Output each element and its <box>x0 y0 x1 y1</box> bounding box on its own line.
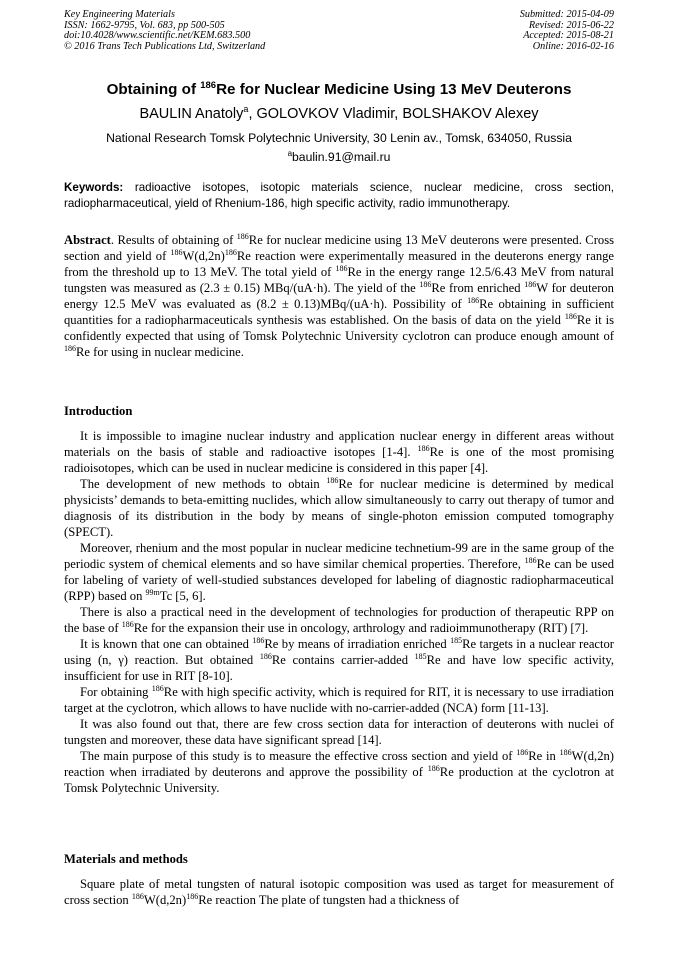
abstract-paragraph <box>64 232 614 360</box>
isotope-mass-number: 186 <box>121 620 134 629</box>
text-run: It is known that one can obtained <box>80 637 253 651</box>
keywords-text: radioactive isotopes, isotopic materials science, nuclear medicine, cross section, radiopharmaceutical, yield of Rhenium-186, high specific activity, radio immunotherapy. <box>64 181 614 210</box>
title-text-rest: Re for Nuclear Medicine Using 13 MeV Deuterons <box>216 81 572 99</box>
authors-rest: , GOLOVKOV Vladimir, BOLSHAKOV Alexey <box>248 105 539 122</box>
intro-paragraph <box>64 604 614 636</box>
intro-paragraph <box>64 748 614 796</box>
text-run: Re for the expansion their use in oncology, arthrology and radioimmunotherapy (RIT) [7]. <box>133 621 589 635</box>
introduction-heading: Introduction <box>64 404 133 418</box>
isotope-mass-number: 186 <box>467 296 480 305</box>
intro-paragraph <box>64 476 614 540</box>
isotope-mass-number: 185 <box>414 652 427 661</box>
text-run: It is impossible to imagine nuclear industry and application nuclear energy in different areas without materials on the basis of stable and radioactive isotopes [1-4]. <box>64 429 614 459</box>
journal-name: Key Engineering Materials <box>64 9 175 20</box>
text-run: For obtaining <box>80 685 152 699</box>
isotope-mass-number: 186 <box>335 264 348 273</box>
text-run: Re from enriched <box>431 281 525 295</box>
isotope-mass-number: 186 <box>131 892 144 901</box>
doi: doi:10.4028/www.scientific.net/KEM.683.500 <box>64 30 251 41</box>
intro-paragraph <box>64 684 614 716</box>
text-run: . Results of obtaining of <box>110 233 237 247</box>
text-run: Re reaction were experimentally measured in the deuterons energy range from the threshold up to 13 MeV. The total yield of <box>64 249 614 279</box>
text-run: Re can be used for labeling of variety of well-studied substances developed for labeling of diagnostic radiopharmaceutical (RPP) based on <box>64 557 614 603</box>
text-run: Moreover, rhenium and the most popular in nuclear medicine technetium-99 are in the same group of the periodic system of chemical elements and so have similar chemical properties. Therefore, <box>64 541 614 571</box>
methods-body <box>64 876 614 908</box>
text-run: Re targets in a nuclear reactor using (n, γ) reaction. But obtained <box>64 637 615 667</box>
text-run: Re with high specific activity, which is required for RIT, it is necessary to use irradiation target at the cyclotron, which allows to have nuclide with no-carrier-added (NCA) form [11-13]. <box>64 685 614 715</box>
keywords <box>64 180 614 212</box>
dates-header <box>520 10 614 52</box>
isotope-mass-number: 186 <box>564 312 577 321</box>
introduction-body <box>64 428 614 796</box>
text-run: Re obtaining in sufficient quantities for a radiopharmaceuticals synthesis was established. On the basis of data on the yield <box>64 297 614 327</box>
journal-header <box>64 10 265 52</box>
author-affil-mark: a <box>243 104 249 114</box>
isotope-mass-number: 186 <box>186 892 199 901</box>
isotope-mass-number: 186 <box>64 344 76 353</box>
isotope-mass-number: 186 <box>236 232 249 241</box>
text-run: Re for using in nuclear medicine. <box>76 345 244 359</box>
title-text: Obtaining of <box>106 81 201 99</box>
isotope-mass-number: 186 <box>259 652 272 661</box>
keywords-label: Keywords: <box>64 181 124 194</box>
text-run: W(d,2n) <box>143 893 187 907</box>
authors <box>0 104 678 122</box>
online-date: Online: 2016-02-16 <box>532 40 614 52</box>
intro-paragraph <box>64 428 614 476</box>
text-run: W for deuteron energy 12.5 MeV was evaluated as (8.2 ± 0.13)MBq/(uA·h). Possibility of <box>64 281 614 311</box>
text-run: The development of new methods to obtain <box>80 477 327 491</box>
abstract-label: Abstract <box>64 233 111 247</box>
isotope-mass-number: 186 <box>516 748 529 757</box>
text-run: Re for nuclear medicine is determined by medical physicists’ demands to beta-emitting nuclides, which allow simultaneously to carry out therapy of tumor and diagnosis of its distribution in the body by means of single-photon emission computed tomography (SPECT). <box>64 477 614 539</box>
text-run: Re in <box>528 749 560 763</box>
isotope-mass-number: 186 <box>170 248 183 257</box>
text-run: Re for nuclear medicine using 13 MeV deuterons were presented. Cross section and yield of <box>64 233 615 263</box>
author-baulin: BAULIN Anatoly <box>139 105 244 122</box>
text-run: Re is one of the most promising radioisotopes, which can be used in nuclear medicine is considered in this paper [4]. <box>64 445 614 475</box>
paper-title <box>0 80 678 98</box>
text-run: Re production at the cyclotron at Tomsk Polytechnic University. <box>64 765 614 795</box>
email-line <box>0 146 678 165</box>
text-run: Re it is confidently expected that using of Tomsk Polytechnic University cyclotron can produce enough amount of <box>64 313 614 343</box>
isotope-mass-number: 186 <box>524 280 537 289</box>
isotope-mass-number: 186 <box>524 556 537 565</box>
copyright: © 2016 Trans Tech Publications Ltd, Switzerland <box>64 40 266 52</box>
text-run: The main purpose of this study is to measure the effective cross section and yield of <box>80 749 517 763</box>
isotope-mass-number: 186 <box>559 748 572 757</box>
isotope-mass-number: 186 <box>417 444 430 453</box>
submitted-date: Submitted: 2015-04-09 <box>519 9 614 20</box>
text-run: Re and have low specific activity, insufficient for use in RIT [8-10]. <box>64 653 615 683</box>
isotope-mass-number: 186 <box>326 476 339 485</box>
affiliation-address: National Research Tomsk Polytechnic University, 30 Lenin av., Tomsk, 634050, Russia <box>106 131 572 145</box>
isotope-mass-number: 186 <box>252 636 265 645</box>
text-run: It was also found out that, there are few cross section data for interaction of deuterons with nuclei of tungsten and moreover, these data have significant spread [14]. <box>64 717 614 747</box>
revised-date: Revised: 2015-06-22 <box>528 19 614 31</box>
text-run: Re contains carrier-added <box>271 653 415 667</box>
isotope-mass-number: 186 <box>427 764 440 773</box>
email-mark: a <box>287 149 293 158</box>
text-run: Tc [5, 6]. <box>159 589 206 603</box>
methods-heading: Materials and methods <box>64 852 188 866</box>
isotope-mass-number: 99m <box>145 588 160 597</box>
abstract <box>64 232 614 360</box>
intro-paragraph <box>64 636 614 684</box>
methods-paragraph <box>64 876 614 908</box>
text-run: Square plate of metal tungsten of natural isotopic composition was used as target for measurement of cross section <box>64 877 614 907</box>
title-isotope: 186 <box>200 80 217 91</box>
text-run: Re in the energy range 12.5/6.43 MeV from natural tungsten was measured as (2.3 ± 0.15) MBq/(uA·h). The yield of the <box>64 265 614 295</box>
affiliation <box>0 131 678 165</box>
text-run: Re reaction The plate of tungsten had a thickness of <box>198 893 460 907</box>
isotope-mass-number: 185 <box>450 636 463 645</box>
isotope-mass-number: 186 <box>151 684 164 693</box>
isotope-mass-number: 186 <box>419 280 432 289</box>
accepted-date: Accepted: 2015-08-21 <box>523 30 614 41</box>
text-run: W(d,2n) reaction when irradiated by deuterons and approve the possibility of <box>64 749 614 779</box>
issn: ISSN: 1662-9795, Vol. 683, pp 500-505 <box>64 19 225 31</box>
isotope-mass-number: 186 <box>224 248 237 257</box>
intro-paragraph <box>64 716 614 748</box>
intro-paragraph <box>64 540 614 604</box>
email: baulin.91@mail.ru <box>292 150 391 165</box>
text-run: W(d,2n) <box>182 249 225 263</box>
text-run: Re by means of irradiation enriched <box>264 637 451 651</box>
text-run: There is also a practical need in the development of technologies for production of therapeutic RPP on the base of <box>64 605 614 635</box>
